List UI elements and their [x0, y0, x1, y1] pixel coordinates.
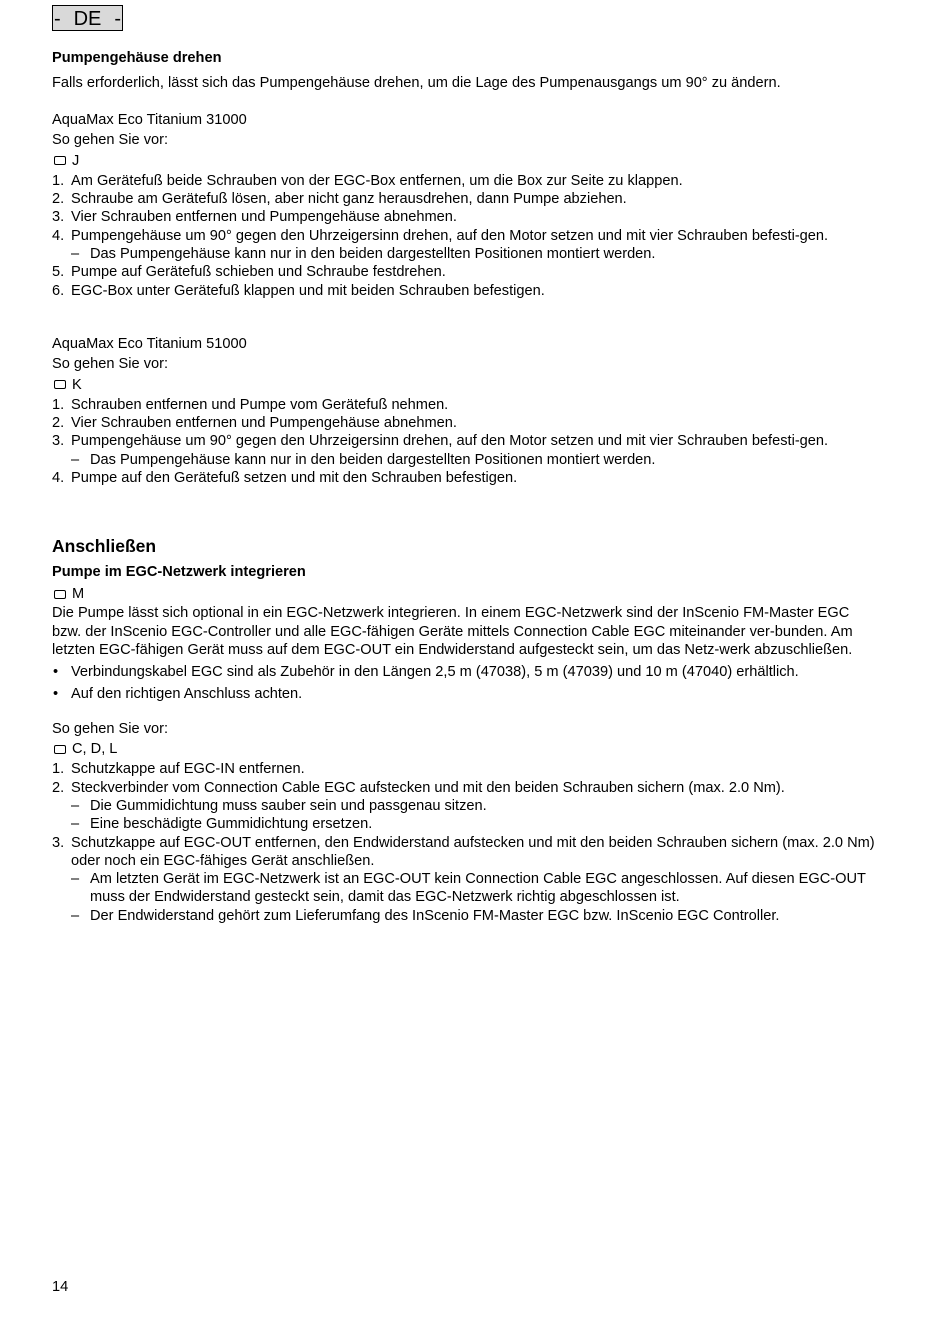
sub-list	[52, 797, 892, 834]
figure-label: K	[72, 376, 82, 393]
section-title-rotate: Pumpengehäuse drehen	[52, 50, 222, 66]
language-tag	[52, 5, 123, 31]
step-item: 2. Steckverbinder vom Connection Cable EGC aufstecken und mit den beiden Schrauben sichern (max. 2.0 Nm). – Die Gummidichtung muss sauber sein und passgenau sitzen. – Eine beschädigte Gummidichtung ersetzen.	[52, 779, 892, 834]
page-number: 14	[52, 1279, 69, 1295]
section-connect	[52, 536, 892, 925]
steps-list	[52, 760, 892, 925]
steps-list	[52, 172, 892, 300]
step-item: 1. Schrauben entfernen und Pumpe vom Gerätefuß nehmen.	[52, 396, 449, 413]
figure-reference	[52, 376, 892, 394]
lang-tag-right-dash: -	[114, 8, 121, 30]
lang-tag-code: DE	[73, 8, 102, 30]
sub-item: – Eine beschädigte Gummidichtung ersetzen.	[71, 816, 373, 833]
lang-tag-left-dash: -	[54, 8, 61, 30]
step-item: 2. Schraube am Gerätefuß lösen, aber nicht ganz herausdrehen, dann Pumpe abziehen.	[52, 191, 627, 208]
figure-icon	[54, 380, 66, 389]
section-intro-connect: Die Pumpe lässt sich optional in ein EGC-Netzwerk integrieren. In einem EGC-Netzwerk sind der InScenio FM-Master EGC bzw. der InScenio EGC-Controller und alle EGC-fähigen Geräte mittels Connection Cable EGC miteinander ver-bunden. Am letzten EGC-fähigen Gerät muss auf dem EGC-OUT ein Endwiderstand aufgesteckt sein, um das Netz-werk abzuschließen.	[52, 605, 853, 658]
steps-list	[52, 396, 892, 487]
sub-list	[52, 451, 892, 469]
section-subtitle-egc: Pumpe im EGC-Netzwerk integrieren	[52, 564, 306, 580]
step-item: 5. Pumpe auf Gerätefuß schieben und Schraube festdrehen.	[52, 264, 446, 281]
step-item: 3. Vier Schrauben entfernen und Pumpengehäuse abnehmen.	[52, 209, 457, 226]
sub-item: – Das Pumpengehäuse kann nur in den beiden dargestellten Positionen montiert werden.	[71, 451, 656, 468]
figure-icon	[54, 745, 66, 754]
bullet-list	[52, 663, 892, 704]
section-intro-rotate: Falls erforderlich, lässt sich das Pumpengehäuse drehen, um die Lage des Pumpenausgangs um 90° zu ändern.	[52, 75, 781, 91]
bullet-item: • Auf den richtigen Anschluss achten.	[53, 686, 303, 703]
figure-icon	[54, 590, 66, 599]
howto-label: So gehen Sie vor:	[52, 356, 169, 373]
howto-label: So gehen Sie vor:	[52, 132, 169, 149]
step-item: 4. Pumpe auf den Gerätefuß setzen und mit den Schrauben befestigen.	[52, 470, 518, 487]
sub-item: – Das Pumpengehäuse kann nur in den beiden dargestellten Positionen montiert werden.	[71, 246, 656, 263]
step-item: 6. EGC-Box unter Gerätefuß klappen und mit beiden Schrauben befestigen.	[52, 282, 545, 299]
model-name: AquaMax Eco Titanium 31000	[52, 112, 247, 128]
bullet-item: • Verbindungskabel EGC sind als Zubehör in den Längen 2,5 m (47038), 5 m (47039) und 10 m (47040) erhältlich.	[53, 664, 799, 681]
sub-item: – Der Endwiderstand gehört zum Lieferumfang des InScenio FM-Master EGC bzw. InScenio EGC Controller.	[71, 907, 780, 924]
figure-label: J	[72, 152, 80, 169]
sub-list	[52, 245, 892, 263]
step-item: 3. Pumpengehäuse um 90° gegen den Uhrzeigersinn drehen, auf den Motor setzen und mit vier Schrauben befesti-gen. – Das Pumpengehäuse kann nur in den beiden dargestellten Positionen montiert werden.	[52, 432, 892, 469]
model-name: AquaMax Eco Titanium 51000	[52, 336, 247, 352]
section-rotate-housing	[52, 49, 892, 92]
figure-label: C, D, L	[72, 741, 118, 758]
figure-label: M	[72, 586, 85, 602]
section-title-connect: Anschließen	[52, 536, 157, 556]
sub-item: – Die Gummidichtung muss sauber sein und passgenau sitzen.	[71, 797, 487, 814]
sub-item: – Am letzten Gerät im EGC-Netzwerk ist an EGC-OUT kein Connection Cable EGC angeschlossen. Auf diesen EGC-OUT muss der Endwiderstand gesteckt sein, damit das EGC-Netzwerk richtig abgeschlossen ist.	[71, 871, 866, 906]
step-item: 2. Vier Schrauben entfernen und Pumpengehäuse abnehmen.	[52, 415, 457, 432]
step-item: 4. Pumpengehäuse um 90° gegen den Uhrzeigersinn drehen, auf den Motor setzen und mit vier Schrauben befesti-gen. – Das Pumpengehäuse kann nur in den beiden dargestellten Positionen montiert werden.	[52, 227, 892, 264]
sub-list	[52, 870, 892, 925]
step-item: 1. Am Gerätefuß beide Schrauben von der EGC-Box entfernen, um die Box zur Seite zu klappen.	[52, 172, 683, 189]
step-item: 3. Schutzkappe auf EGC-OUT entfernen, den Endwiderstand aufstecken und mit den beiden Schrauben sichern (max. 2.0 Nm) oder noch ein EGC-fähiges Gerät anschließen. – Am letzten Gerät im EGC-Netzwerk ist an EGC-OUT kein Connection Cable EGC angeschlossen. Auf diesen EGC-OUT muss der Endwiderstand gesteckt sein, damit das EGC-Netzwerk richtig abgeschlossen ist. – Der Endwiderstand gehört zum Lieferumfang des InScenio FM-Master EGC bzw. InScenio EGC Controller.	[52, 834, 892, 925]
model-31000-block	[52, 111, 892, 300]
figure-icon	[54, 156, 66, 165]
howto-label: So gehen Sie vor:	[52, 720, 169, 737]
figure-reference	[52, 585, 892, 603]
figure-reference	[52, 152, 892, 170]
figure-reference	[52, 740, 892, 758]
step-item: 1. Schutzkappe auf EGC-IN entfernen.	[52, 761, 305, 778]
model-51000-block	[52, 335, 892, 487]
